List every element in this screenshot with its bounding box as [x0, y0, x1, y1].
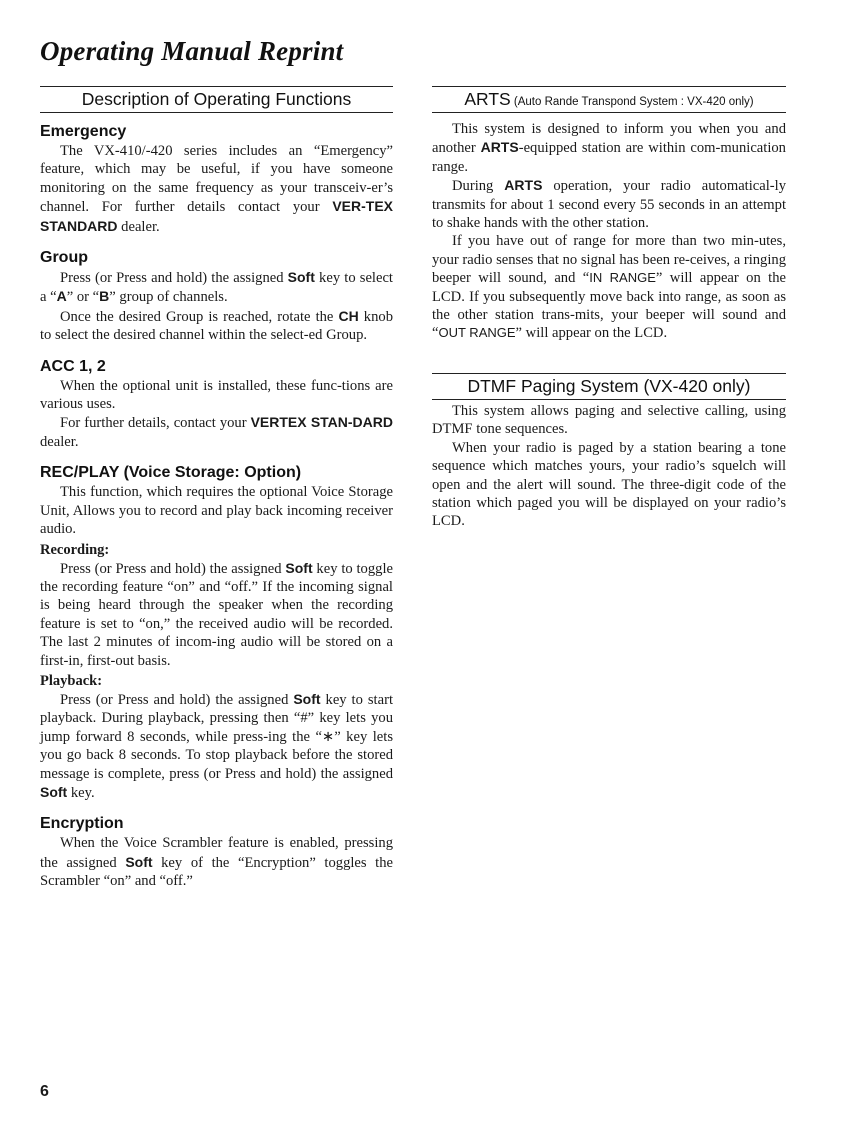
section-heading-operating-functions: Description of Operating Functions — [40, 86, 393, 113]
right-column — [432, 86, 786, 531]
acc-paragraph-2: For further details, contact your VERTEX STAN-DARD dealer. — [40, 414, 393, 450]
page-title: Operating Manual Reprint — [40, 36, 344, 66]
recording-label: Recording: — [40, 541, 110, 558]
encryption-paragraph: When the Voice Scrambler feature is enabled, pressing the assigned Soft key of the “Encryption” toggles the Scrambler “on” and “off.” — [40, 835, 394, 890]
arts-paragraph-1: This system is designed to inform you when you and another ARTS-equipped station are within com-munication range. — [432, 121, 786, 175]
playback-paragraph: Press (or Press and hold) the assigned Soft key to start playback. During playback, pressing then “#” key lets you jump forward 8 seconds, while press-ing the “∗” key lets you go back 8 seconds. To stop playback before the stored message is complete, press (or Press and hold) the assigned Soft key. — [40, 690, 393, 801]
acc-paragraph-1: When the optional unit is installed, these func-tions are various uses. — [40, 377, 393, 413]
playback-label: Playback: — [40, 672, 103, 689]
dtmf-paragraph-2: When your radio is paged by a station bearing a tone sequence which matches yours, your radio’s squelch will open and the alert will sound. The three-digit code of the station which paged you will be displayed on your radio’s LCD. — [432, 439, 786, 530]
arts-paragraph-2: During ARTS operation, your radio automatical-ly transmits for about 1 second every 55 seconds in an attempt to shake hands with the other station. — [432, 177, 786, 232]
group-paragraph-1: Press (or Press and hold) the assigned Soft key to select a “A” or “B” group of channels. — [40, 269, 393, 306]
recplay-title: REC/PLAY (Voice Storage: Option) — [40, 464, 302, 482]
left-column — [40, 86, 393, 891]
recplay-paragraph: This function, which requires the optional Voice Storage Unit, Allows you to record and play back incoming receiver audio. — [40, 484, 393, 538]
section-heading-arts: ARTS (Auto Rande Transpond System : VX-420 only) — [432, 86, 786, 113]
section-heading-dtmf: DTMF Paging System (VX-420 only) — [432, 373, 786, 400]
group-title: Group — [40, 249, 88, 267]
group-paragraph-2: Once the desired Group is reached, rotate the CH knob to select the desired channel within the select-ed Group. — [40, 307, 393, 344]
emergency-paragraph: The VX-410/-420 series includes an “Emergency” feature, which may be useful, if you have someone monitoring on the same frequency as your transceiv-er’s channel. For further details contact your VER-TEX STANDARD dealer. — [40, 143, 393, 235]
dtmf-paragraph-1: This system allows paging and selective calling, using DTMF tone sequences. — [432, 402, 786, 438]
recording-paragraph: Press (or Press and hold) the assigned Soft key to toggle the recording feature “on” and “off.” If the incoming signal is being heard through the speaker when the recording feature is set to “on,” the received audio will be recorded. The last 2 minutes of incom-ing audio will be stored on a first-in, first-out basis. — [40, 559, 393, 669]
page-number: 6 — [40, 1083, 49, 1100]
acc-title: ACC 1, 2 — [40, 357, 106, 375]
encryption-title: Encryption — [40, 815, 124, 833]
arts-paragraph-3: If you have out of range for more than two min-utes, your radio senses that no signal has been re-ceives, a ringing beeper will sound, and “IN RANGE” will appear on the LCD. If you subsequently move back into range, as soon as the other station trans-mits, your beeper will sound and “OUT RANGE” will appear on the LCD. — [432, 233, 787, 342]
emergency-title: Emergency — [40, 123, 127, 140]
